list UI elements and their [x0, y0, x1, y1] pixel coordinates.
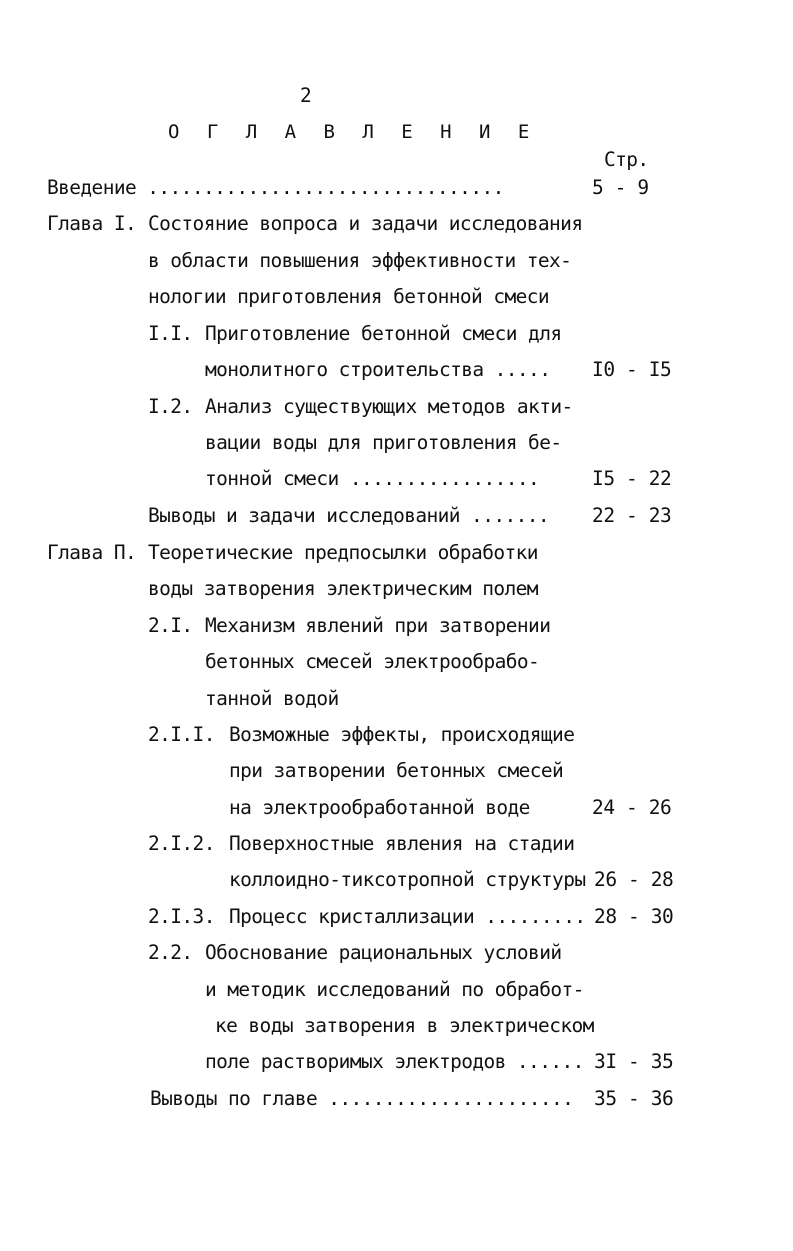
section-1-2-title-line: вации воды для приготовления бе-: [205, 431, 562, 454]
conclusions-2: Выводы по главе ......................: [150, 1087, 574, 1110]
chapter-2-title-line: Теоретические предпосылки обработки: [148, 541, 538, 564]
section-2-2-pages: 3I - 35: [594, 1050, 674, 1073]
page-title: О Г Л А В Л Е Н И Е: [168, 121, 538, 143]
toc-entry-intro-pages: 5 - 9: [592, 176, 649, 199]
section-1-2-title-line: Анализ существующих методов акти-: [205, 395, 573, 418]
section-2-1-title-line: танной водой: [205, 687, 339, 710]
pages-column-header: Стр.: [604, 148, 649, 171]
section-1-2-title-line: тонной смеси .................: [205, 467, 540, 490]
conclusions-2-pages: 35 - 36: [594, 1087, 674, 1110]
section-2-2-title-line: ке воды затворения в электрическом: [215, 1014, 594, 1037]
section-1-1-pages: I0 - I5: [592, 358, 672, 381]
section-2-2-title-line: Обоснование рациональных условий: [205, 941, 562, 964]
section-1-1-number: I.I.: [148, 322, 193, 345]
chapter-2-title-line: воды затворения электрическим полем: [148, 577, 538, 600]
chapter-2-label: Глава П.: [47, 541, 137, 564]
section-1-2-pages: I5 - 22: [592, 467, 672, 490]
section-2-1-3-title: Процесс кристаллизации .........: [229, 905, 586, 928]
toc-entry-intro: Введение ................................: [47, 176, 504, 199]
chapter-1-title-line: нологии приготовления бетонной смеси: [148, 285, 550, 308]
conclusions-1-pages: 22 - 23: [592, 504, 672, 527]
conclusions-1: Выводы и задачи исследований .......: [148, 504, 550, 527]
section-2-1-2-number: 2.I.2.: [148, 832, 215, 855]
chapter-1-label: Глава I.: [47, 212, 137, 235]
section-2-1-1-title-line: на электрообработанной воде: [229, 796, 530, 819]
section-2-1-title-line: Механизм явлений при затворении: [205, 614, 551, 637]
section-2-1-1-pages: 24 - 26: [592, 796, 672, 819]
page-number: 2: [300, 84, 312, 107]
chapter-1-title-line: в области повышения эффективности тех-: [148, 249, 572, 272]
section-1-1-title-line: монолитного строительства .....: [205, 358, 551, 381]
section-1-1-title-line: Приготовление бетонной смеси для: [205, 322, 562, 345]
chapter-1-title-line: Состояние вопроса и задачи исследования: [148, 212, 583, 235]
section-2-1-3-pages: 28 - 30: [594, 905, 674, 928]
section-2-2-number: 2.2.: [148, 941, 193, 964]
section-2-1-1-title-line: Возможные эффекты, происходящие: [229, 723, 575, 746]
section-2-1-2-title-line: Поверхностные явления на стадии: [229, 832, 575, 855]
section-2-1-2-title-line: коллоидно-тиксотропной структуры: [229, 868, 586, 891]
section-2-1-number: 2.I.: [148, 614, 193, 637]
section-2-1-3-number: 2.I.3.: [148, 905, 215, 928]
section-2-1-1-title-line: при затворении бетонных смесей: [229, 759, 564, 782]
section-2-2-title-line: и методик исследований по обработ-: [205, 978, 584, 1001]
section-1-2-number: I.2.: [148, 395, 193, 418]
section-2-2-title-line: поле растворимых электродов ......: [205, 1050, 584, 1073]
section-2-1-title-line: бетонных смесей электрообрабо-: [205, 650, 540, 673]
section-2-1-2-pages: 26 - 28: [594, 868, 674, 891]
section-2-1-1-number: 2.I.I.: [148, 723, 215, 746]
